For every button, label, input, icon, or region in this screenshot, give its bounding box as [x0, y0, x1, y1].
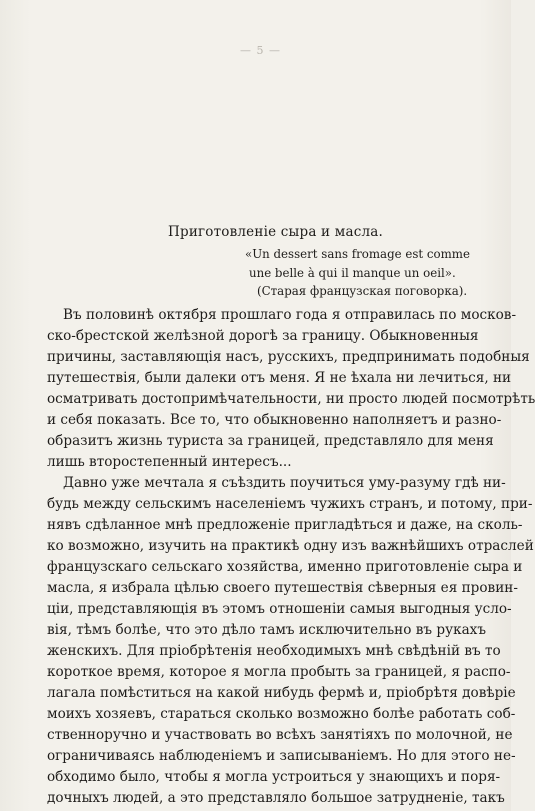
text-line: ціи, представляющія въ этомъ отношеніи самыя выгодныя усло- [47, 601, 512, 617]
epigraph [245, 245, 470, 301]
text-line: вія, тѣмъ болѣе, что это дѣло тамъ исключительно въ рукахъ [47, 622, 486, 638]
body-text [47, 305, 535, 809]
text-line: причины, заставляющія насъ, русскихъ, предпринимать подобныя [47, 349, 530, 365]
text-line: ственноручно и участвовать во всѣхъ занятіяхъ по молочной, не [47, 727, 513, 743]
text-line: осматривать достопримѣчательности, ни просто людей посмотрѣть [47, 391, 535, 407]
chapter-title: Приготовленіе сыра и масла. [168, 224, 383, 240]
text-line: ограничиваясь наблюденіемъ и записываніемъ. Но для этого не- [47, 748, 516, 764]
text-line: нявъ сдѣланное мнѣ предложеніе пригладѣться и даже, на сколь- [47, 517, 523, 533]
text-line: и себя показать. Все то, что обыкновенно наполняетъ и разно- [47, 412, 502, 428]
text-line: будь между сельскимъ населеніемъ чужихъ странъ, и потому, при- [47, 496, 533, 512]
text-line: дочныхъ людей, а это представляло большое затрудненіе, такъ [47, 790, 505, 806]
text-line: французскаго сельскаго хозяйства, именно приготовленіе сыра и [47, 559, 523, 575]
text-line: Давно уже мечтала я съѣздить поучиться уму-разуму гдѣ ни- [63, 475, 506, 491]
text-line: женскихъ. Для пріобрѣтенія необходимыхъ мнѣ свѣдѣній въ то [47, 643, 501, 659]
text-line: ско-брестской желѣзной дорогѣ за границу. Обыкновенныя [47, 328, 479, 344]
epigraph-line-1: «Un dessert sans fromage est comme [245, 247, 470, 261]
text-line: масла, я избрала цѣлью своего путешествія сѣверныя ея провин- [47, 580, 518, 596]
text-line: ко возможно, изучить на практикѣ одну изъ важнѣйшихъ отраслей [47, 538, 534, 554]
text-line: моихъ хозяевъ, стараться сколько возможно болѣе работать соб- [47, 706, 516, 722]
text-line: образитъ жизнь туриста за границей, представляло для меня [47, 433, 494, 449]
text-line: путешествія, были далеки отъ меня. Я не ѣхала ни лечиться, ни [47, 370, 512, 386]
text-line: Въ половинѣ октября прошлаго года я отправилась по москов- [63, 307, 517, 323]
text-line: обходимо было, чтобы я могла устроиться у знающихъ и поря- [47, 769, 501, 785]
epigraph-line-2: une belle à qui il manque un oeil». [249, 265, 456, 280]
text-line: лагала помѣститься на какой нибудь фермѣ и, пріобрѣтя довѣріе [47, 685, 516, 701]
page-number: — 5 — [240, 44, 281, 57]
text-line: короткое время, которое я могла пробыть за границей, я распо- [47, 664, 511, 680]
epigraph-source: (Старая французская поговорка). [257, 284, 468, 298]
text-line: лишь второстепенный интересъ... [47, 454, 292, 470]
